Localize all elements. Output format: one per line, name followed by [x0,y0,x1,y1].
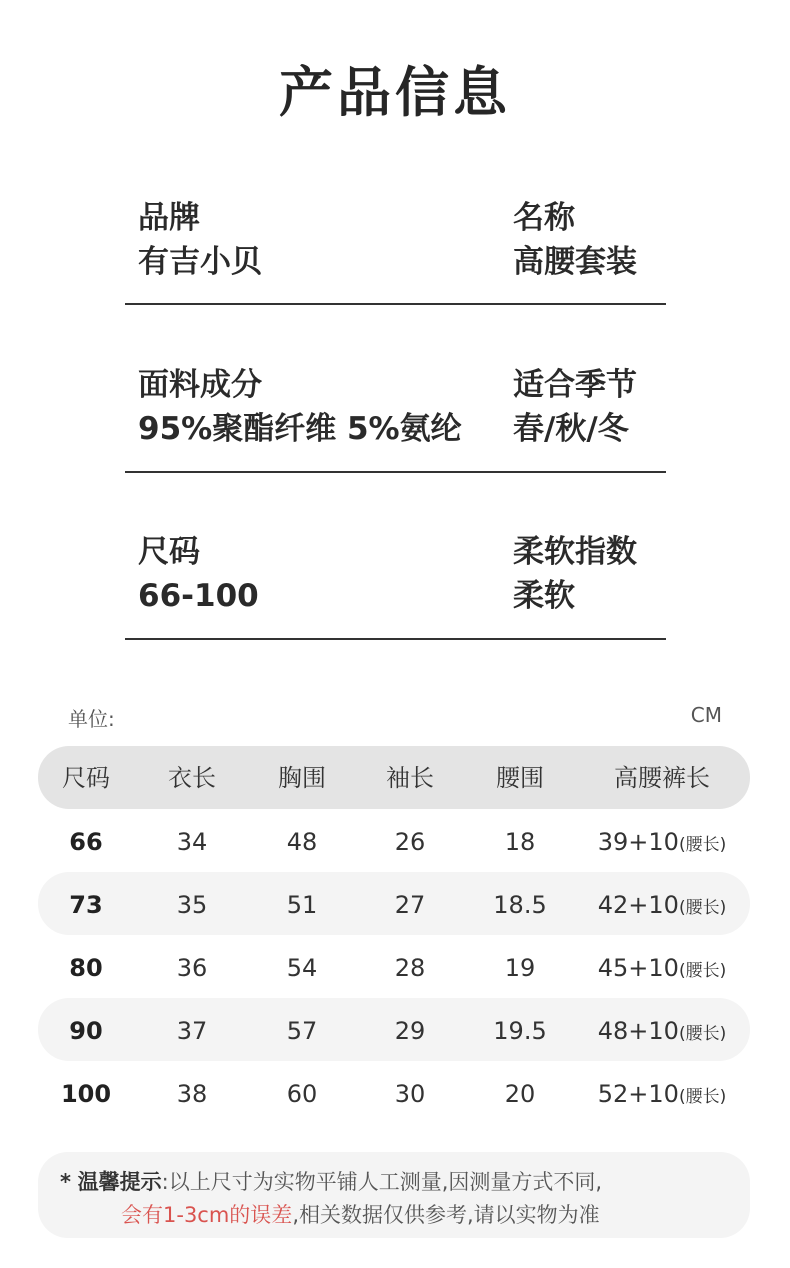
info-value: 春/秋/冬 [513,411,629,447]
length-cell: 37 [176,1017,208,1045]
table-header-cell: 胸围 [278,764,326,792]
unit-label: 单位: [68,707,115,731]
table-header-cell: 腰围 [496,764,544,792]
pants-length-note: (腰长) [678,961,727,981]
info-label: 适合季节 [513,367,637,403]
length-cell: 36 [176,954,208,982]
pants-length-value: 39+10 [597,828,679,856]
size-cell: 66 [69,828,103,856]
tip-line-1 [60,1166,602,1196]
table-header-row [38,746,750,809]
info-season [513,363,637,451]
table-header-cell: 尺码 [62,764,110,792]
info-softness [513,530,637,618]
table-header-cell: 高腰裤长 [614,764,710,792]
chest-cell: 57 [286,1017,318,1045]
pants-length-note: (腰长) [678,898,727,918]
table-row [38,998,750,1061]
pants-length-cell [574,998,750,1061]
info-fabric [138,363,462,451]
sleeve-cell: 30 [394,1080,426,1108]
chest-cell: 51 [286,891,318,919]
pants-length-cell [574,1061,750,1124]
pants-length-value: 48+10 [597,1017,679,1045]
tip-heading: 温馨提示 [77,1170,162,1194]
size-cell: 80 [69,954,103,982]
table-row [38,809,750,872]
pants-length-value: 52+10 [597,1080,679,1108]
divider [125,303,666,305]
tip-star: * [60,1170,71,1194]
divider [125,638,666,640]
length-cell: 34 [176,828,208,856]
table-row [38,872,750,935]
pants-length-value: 42+10 [597,891,679,919]
info-value: 66-100 [138,578,259,614]
waist-cell: 18 [504,828,536,856]
pants-length-note: (腰长) [678,1087,727,1107]
size-cell: 100 [60,1080,112,1108]
info-label: 面料成分 [138,367,262,403]
info-product-name [513,196,637,284]
chest-cell: 54 [286,954,318,982]
tip-line-2 [121,1199,600,1229]
tip-text: ,相关数据仅供参考,请以实物为准 [292,1203,600,1227]
pants-length-note: (腰长) [678,835,727,855]
chest-cell: 48 [286,828,318,856]
table-row [38,1061,750,1124]
waist-cell: 19 [504,954,536,982]
info-value: 有吉小贝 [138,244,262,280]
info-label: 柔软指数 [513,534,637,570]
info-value: 95%聚酯纤维 5%氨纶 [138,411,462,447]
size-cell: 90 [69,1017,103,1045]
info-label: 品牌 [138,200,200,236]
sleeve-cell: 29 [394,1017,426,1045]
sleeve-cell: 28 [394,954,426,982]
table-header-cell: 衣长 [168,764,216,792]
size-cell: 73 [69,891,103,919]
tip-warning: 会有1-3cm的误差 [121,1203,293,1227]
info-value: 高腰套装 [513,244,637,280]
divider [125,471,666,473]
chest-cell: 60 [286,1080,318,1108]
pants-length-cell [574,872,750,935]
pants-length-note: (腰长) [678,1024,727,1044]
page-title: 产品信息 [279,61,511,124]
length-cell: 35 [176,891,208,919]
unit-value: CM [690,703,722,727]
info-size [138,530,259,618]
info-value: 柔软 [513,578,575,614]
info-label: 尺码 [138,534,200,570]
waist-cell: 20 [504,1080,536,1108]
info-brand [138,196,262,284]
pants-length-value: 45+10 [597,954,679,982]
info-label: 名称 [513,200,575,236]
sleeve-cell: 27 [394,891,426,919]
length-cell: 38 [176,1080,208,1108]
tip-text: :以上尺寸为实物平铺人工测量,因测量方式不同, [161,1170,603,1194]
pants-length-cell [574,809,750,872]
waist-cell: 18.5 [493,891,547,919]
pants-length-cell [574,935,750,998]
table-header-cell: 袖长 [386,764,434,792]
sleeve-cell: 26 [394,828,426,856]
table-row [38,935,750,998]
measurement-tip [38,1152,750,1238]
waist-cell: 19.5 [493,1017,547,1045]
size-table [38,746,750,1124]
